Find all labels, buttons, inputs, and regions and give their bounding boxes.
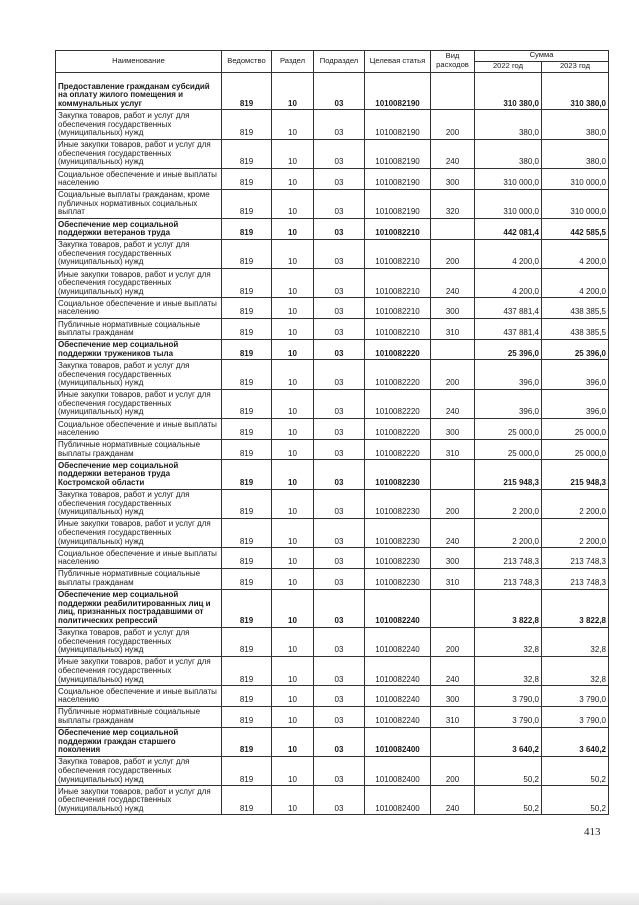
row-target-article: 1010082210 [365,298,431,319]
row-razdel: 10 [272,110,314,139]
table-row [56,219,609,240]
row-vedomstvo: 819 [222,756,272,785]
table-row [56,389,609,418]
table-row [56,72,609,110]
row-expense-type: 310 [431,568,475,589]
row-expense-type: 310 [431,439,475,460]
row-target-article: 1010082400 [365,786,431,815]
row-target-article: 1010082230 [365,489,431,518]
row-sum-2022: 3 822,8 [475,589,542,627]
row-sum-2022: 2 200,0 [475,489,542,518]
row-sum-2023: 3 822,8 [542,589,609,627]
table-row [56,489,609,518]
row-sum-2023: 25 396,0 [542,339,609,360]
table-row [56,439,609,460]
table-row [56,169,609,190]
table-body [56,72,609,815]
row-name: Обеспечение мер социальной поддержки ветеранов труда Костромской области [56,460,222,489]
row-target-article: 1010082220 [365,439,431,460]
row-sum-2022: 32,8 [475,627,542,656]
row-expense-type: 310 [431,319,475,340]
row-name: Социальное обеспечение и иные выплаты населению [56,686,222,707]
header-sum: Сумма [475,51,609,62]
row-razdel: 10 [272,756,314,785]
row-razdel: 10 [272,627,314,656]
row-razdel: 10 [272,439,314,460]
row-target-article: 1010082190 [365,189,431,218]
row-podrazdel: 03 [314,439,365,460]
row-podrazdel: 03 [314,706,365,727]
row-razdel: 10 [272,298,314,319]
row-podrazdel: 03 [314,269,365,298]
header-razdel: Раздел [272,51,314,73]
table-row [56,589,609,627]
row-target-article: 1010082210 [365,219,431,240]
row-target-article: 1010082240 [365,706,431,727]
row-sum-2023: 310 000,0 [542,189,609,218]
row-razdel: 10 [272,419,314,440]
row-sum-2022: 25 000,0 [475,439,542,460]
row-razdel: 10 [272,589,314,627]
row-target-article: 1010082190 [365,110,431,139]
table-row [56,189,609,218]
row-name: Социальное обеспечение и иные выплаты населению [56,169,222,190]
row-name: Публичные нормативные социальные выплаты гражданам [56,706,222,727]
row-sum-2023: 50,2 [542,756,609,785]
row-sum-2023: 2 200,0 [542,518,609,547]
row-sum-2022: 32,8 [475,656,542,685]
row-razdel: 10 [272,656,314,685]
row-name: Закупка товаров, работ и услуг для обеспечения государственных (муниципальных) нужд [56,239,222,268]
row-sum-2022: 213 748,3 [475,548,542,569]
row-sum-2023: 380,0 [542,110,609,139]
row-vedomstvo: 819 [222,706,272,727]
row-target-article: 1010082230 [365,460,431,489]
row-podrazdel: 03 [314,460,365,489]
table-row [56,460,609,489]
row-target-article: 1010082230 [365,518,431,547]
row-vedomstvo: 819 [222,568,272,589]
row-razdel: 10 [272,239,314,268]
table-row [56,110,609,139]
header-year-2022: 2022 год [475,62,542,73]
row-expense-type [431,727,475,756]
row-name: Публичные нормативные социальные выплаты гражданам [56,439,222,460]
row-razdel: 10 [272,568,314,589]
row-vedomstvo: 819 [222,169,272,190]
row-name: Закупка товаров, работ и услуг для обеспечения государственных (муниципальных) нужд [56,756,222,785]
row-podrazdel: 03 [314,219,365,240]
row-sum-2022: 50,2 [475,786,542,815]
row-vedomstvo: 819 [222,518,272,547]
row-sum-2022: 3 790,0 [475,706,542,727]
scan-edge [0,893,639,905]
row-razdel: 10 [272,389,314,418]
row-podrazdel: 03 [314,756,365,785]
row-name: Обеспечение мер социальной поддержки реабилитированных лиц и лиц, признанных пострадавшими от политических репрессий [56,589,222,627]
row-sum-2023: 380,0 [542,139,609,168]
row-name: Иные закупки товаров, работ и услуг для обеспечения государственных (муниципальных) нужд [56,786,222,815]
row-podrazdel: 03 [314,727,365,756]
row-target-article: 1010082230 [365,548,431,569]
row-sum-2023: 396,0 [542,360,609,389]
row-razdel: 10 [272,219,314,240]
table-row [56,656,609,685]
row-expense-type: 200 [431,239,475,268]
row-sum-2023: 310 380,0 [542,72,609,110]
row-expense-type: 240 [431,786,475,815]
row-sum-2022: 310 000,0 [475,169,542,190]
header-year-2023: 2023 год [542,62,609,73]
row-target-article: 1010082210 [365,319,431,340]
row-podrazdel: 03 [314,589,365,627]
row-name: Социальное обеспечение и иные выплаты населению [56,298,222,319]
row-vedomstvo: 819 [222,489,272,518]
row-podrazdel: 03 [314,110,365,139]
row-podrazdel: 03 [314,298,365,319]
row-podrazdel: 03 [314,419,365,440]
row-podrazdel: 03 [314,72,365,110]
row-target-article: 1010082230 [365,568,431,589]
row-expense-type: 200 [431,627,475,656]
row-target-article: 1010082220 [365,360,431,389]
row-name: Социальные выплаты гражданам, кроме публичных нормативных социальных выплат [56,189,222,218]
row-vedomstvo: 819 [222,219,272,240]
row-podrazdel: 03 [314,568,365,589]
row-name: Закупка товаров, работ и услуг для обеспечения государственных (муниципальных) нужд [56,627,222,656]
row-vedomstvo: 819 [222,72,272,110]
row-podrazdel: 03 [314,319,365,340]
row-razdel: 10 [272,360,314,389]
row-sum-2023: 50,2 [542,786,609,815]
row-podrazdel: 03 [314,360,365,389]
row-expense-type: 200 [431,110,475,139]
row-razdel: 10 [272,339,314,360]
table-row [56,269,609,298]
row-podrazdel: 03 [314,627,365,656]
table-row [56,518,609,547]
row-razdel: 10 [272,727,314,756]
row-name: Обеспечение мер социальной поддержки тружеников тыла [56,339,222,360]
row-podrazdel: 03 [314,239,365,268]
row-podrazdel: 03 [314,686,365,707]
row-vedomstvo: 819 [222,360,272,389]
header-podrazdel: Подраздел [314,51,365,73]
row-vedomstvo: 819 [222,139,272,168]
row-vedomstvo: 819 [222,239,272,268]
row-sum-2022: 25 396,0 [475,339,542,360]
table-header [56,51,609,73]
row-sum-2023: 32,8 [542,656,609,685]
row-sum-2023: 213 748,3 [542,548,609,569]
row-podrazdel: 03 [314,169,365,190]
table-row [56,706,609,727]
row-vedomstvo: 819 [222,786,272,815]
row-vedomstvo: 819 [222,389,272,418]
row-expense-type [431,460,475,489]
row-sum-2022: 442 081,4 [475,219,542,240]
row-sum-2023: 438 385,5 [542,298,609,319]
row-vedomstvo: 819 [222,727,272,756]
row-target-article: 1010082190 [365,72,431,110]
row-sum-2022: 4 200,0 [475,239,542,268]
row-sum-2023: 213 748,3 [542,568,609,589]
row-expense-type: 320 [431,189,475,218]
row-target-article: 1010082190 [365,139,431,168]
header-vedomstvo: Ведомство [222,51,272,73]
row-vedomstvo: 819 [222,269,272,298]
row-razdel: 10 [272,169,314,190]
row-podrazdel: 03 [314,518,365,547]
row-expense-type [431,339,475,360]
row-sum-2023: 32,8 [542,627,609,656]
row-razdel: 10 [272,706,314,727]
row-sum-2022: 213 748,3 [475,568,542,589]
header-name: Наименование [56,51,222,73]
row-sum-2023: 3 790,0 [542,686,609,707]
row-expense-type: 300 [431,686,475,707]
row-target-article: 1010082240 [365,627,431,656]
row-expense-type: 300 [431,548,475,569]
row-target-article: 1010082210 [365,269,431,298]
table-row [56,419,609,440]
row-podrazdel: 03 [314,786,365,815]
table-row [56,568,609,589]
row-sum-2023: 2 200,0 [542,489,609,518]
row-expense-type: 240 [431,518,475,547]
row-expense-type: 300 [431,419,475,440]
row-razdel: 10 [272,686,314,707]
row-sum-2022: 50,2 [475,756,542,785]
row-expense-type: 300 [431,169,475,190]
row-name: Закупка товаров, работ и услуг для обеспечения государственных (муниципальных) нужд [56,360,222,389]
row-sum-2022: 3 640,2 [475,727,542,756]
row-podrazdel: 03 [314,489,365,518]
row-name: Иные закупки товаров, работ и услуг для обеспечения государственных (муниципальных) нужд [56,389,222,418]
row-target-article: 1010082240 [365,589,431,627]
row-expense-type: 200 [431,756,475,785]
row-podrazdel: 03 [314,548,365,569]
row-target-article: 1010082210 [365,239,431,268]
row-name: Закупка товаров, работ и услуг для обеспечения государственных (муниципальных) нужд [56,489,222,518]
table-row [56,239,609,268]
table-row [56,319,609,340]
row-sum-2023: 4 200,0 [542,239,609,268]
row-vedomstvo: 819 [222,189,272,218]
table-row [56,727,609,756]
table-row [56,627,609,656]
row-sum-2022: 25 000,0 [475,419,542,440]
row-vedomstvo: 819 [222,686,272,707]
row-sum-2023: 3 640,2 [542,727,609,756]
row-razdel: 10 [272,460,314,489]
table-row [56,686,609,707]
row-sum-2023: 396,0 [542,389,609,418]
row-sum-2023: 438 385,5 [542,319,609,340]
row-sum-2023: 25 000,0 [542,439,609,460]
row-razdel: 10 [272,548,314,569]
row-expense-type: 240 [431,139,475,168]
page-number: 413 [584,826,601,838]
row-razdel: 10 [272,518,314,547]
row-vedomstvo: 819 [222,319,272,340]
row-sum-2022: 437 881,4 [475,319,542,340]
row-sum-2022: 396,0 [475,360,542,389]
header-target-article: Целевая статья [365,51,431,73]
table-row [56,360,609,389]
row-razdel: 10 [272,786,314,815]
row-vedomstvo: 819 [222,419,272,440]
table-row [56,786,609,815]
table-row [56,298,609,319]
row-expense-type: 240 [431,656,475,685]
row-sum-2022: 215 948,3 [475,460,542,489]
row-expense-type: 240 [431,269,475,298]
row-razdel: 10 [272,319,314,340]
row-name: Обеспечение мер социальной поддержки ветеранов труда [56,219,222,240]
row-sum-2023: 442 585,5 [542,219,609,240]
row-podrazdel: 03 [314,339,365,360]
row-target-article: 1010082220 [365,419,431,440]
row-sum-2022: 2 200,0 [475,518,542,547]
row-sum-2023: 3 790,0 [542,706,609,727]
row-target-article: 1010082220 [365,389,431,418]
table-row [56,139,609,168]
row-podrazdel: 03 [314,139,365,168]
row-expense-type [431,219,475,240]
row-podrazdel: 03 [314,189,365,218]
row-razdel: 10 [272,72,314,110]
row-vedomstvo: 819 [222,656,272,685]
table-row [56,339,609,360]
row-vedomstvo: 819 [222,627,272,656]
row-razdel: 10 [272,139,314,168]
row-target-article: 1010082190 [365,169,431,190]
row-sum-2023: 310 000,0 [542,169,609,190]
row-sum-2022: 380,0 [475,110,542,139]
row-vedomstvo: 819 [222,110,272,139]
row-expense-type: 200 [431,489,475,518]
row-name: Иные закупки товаров, работ и услуг для обеспечения государственных (муниципальных) нужд [56,656,222,685]
row-vedomstvo: 819 [222,548,272,569]
row-target-article: 1010082220 [365,339,431,360]
row-vedomstvo: 819 [222,298,272,319]
row-expense-type [431,72,475,110]
header-expense-type: Вид расходов [431,51,475,73]
row-expense-type [431,589,475,627]
row-name: Обеспечение мер социальной поддержки граждан старшего поколения [56,727,222,756]
row-razdel: 10 [272,489,314,518]
table-row [56,548,609,569]
row-expense-type: 240 [431,389,475,418]
row-expense-type: 300 [431,298,475,319]
row-expense-type: 310 [431,706,475,727]
row-target-article: 1010082400 [365,756,431,785]
row-target-article: 1010082240 [365,656,431,685]
row-sum-2022: 310 380,0 [475,72,542,110]
row-sum-2022: 396,0 [475,389,542,418]
row-sum-2022: 380,0 [475,139,542,168]
row-razdel: 10 [272,189,314,218]
row-name: Социальное обеспечение и иные выплаты населению [56,548,222,569]
row-name: Иные закупки товаров, работ и услуг для обеспечения государственных (муниципальных) нужд [56,269,222,298]
table-row [56,756,609,785]
row-expense-type: 200 [431,360,475,389]
row-sum-2023: 25 000,0 [542,419,609,440]
budget-table [55,50,609,815]
row-name: Предоставление гражданам субсидий на оплату жилого помещения и коммунальных услуг [56,72,222,110]
row-target-article: 1010082240 [365,686,431,707]
row-sum-2022: 3 790,0 [475,686,542,707]
row-sum-2023: 215 948,3 [542,460,609,489]
row-target-article: 1010082400 [365,727,431,756]
row-sum-2022: 310 000,0 [475,189,542,218]
row-sum-2023: 4 200,0 [542,269,609,298]
row-name: Закупка товаров, работ и услуг для обеспечения государственных (муниципальных) нужд [56,110,222,139]
row-sum-2022: 437 881,4 [475,298,542,319]
row-name: Иные закупки товаров, работ и услуг для обеспечения государственных (муниципальных) нужд [56,139,222,168]
row-vedomstvo: 819 [222,339,272,360]
row-razdel: 10 [272,269,314,298]
row-name: Публичные нормативные социальные выплаты гражданам [56,568,222,589]
row-vedomstvo: 819 [222,589,272,627]
row-name: Иные закупки товаров, работ и услуг для обеспечения государственных (муниципальных) нужд [56,518,222,547]
row-vedomstvo: 819 [222,460,272,489]
row-podrazdel: 03 [314,389,365,418]
row-name: Социальное обеспечение и иные выплаты населению [56,419,222,440]
row-sum-2022: 4 200,0 [475,269,542,298]
row-name: Публичные нормативные социальные выплаты гражданам [56,319,222,340]
row-vedomstvo: 819 [222,439,272,460]
row-podrazdel: 03 [314,656,365,685]
